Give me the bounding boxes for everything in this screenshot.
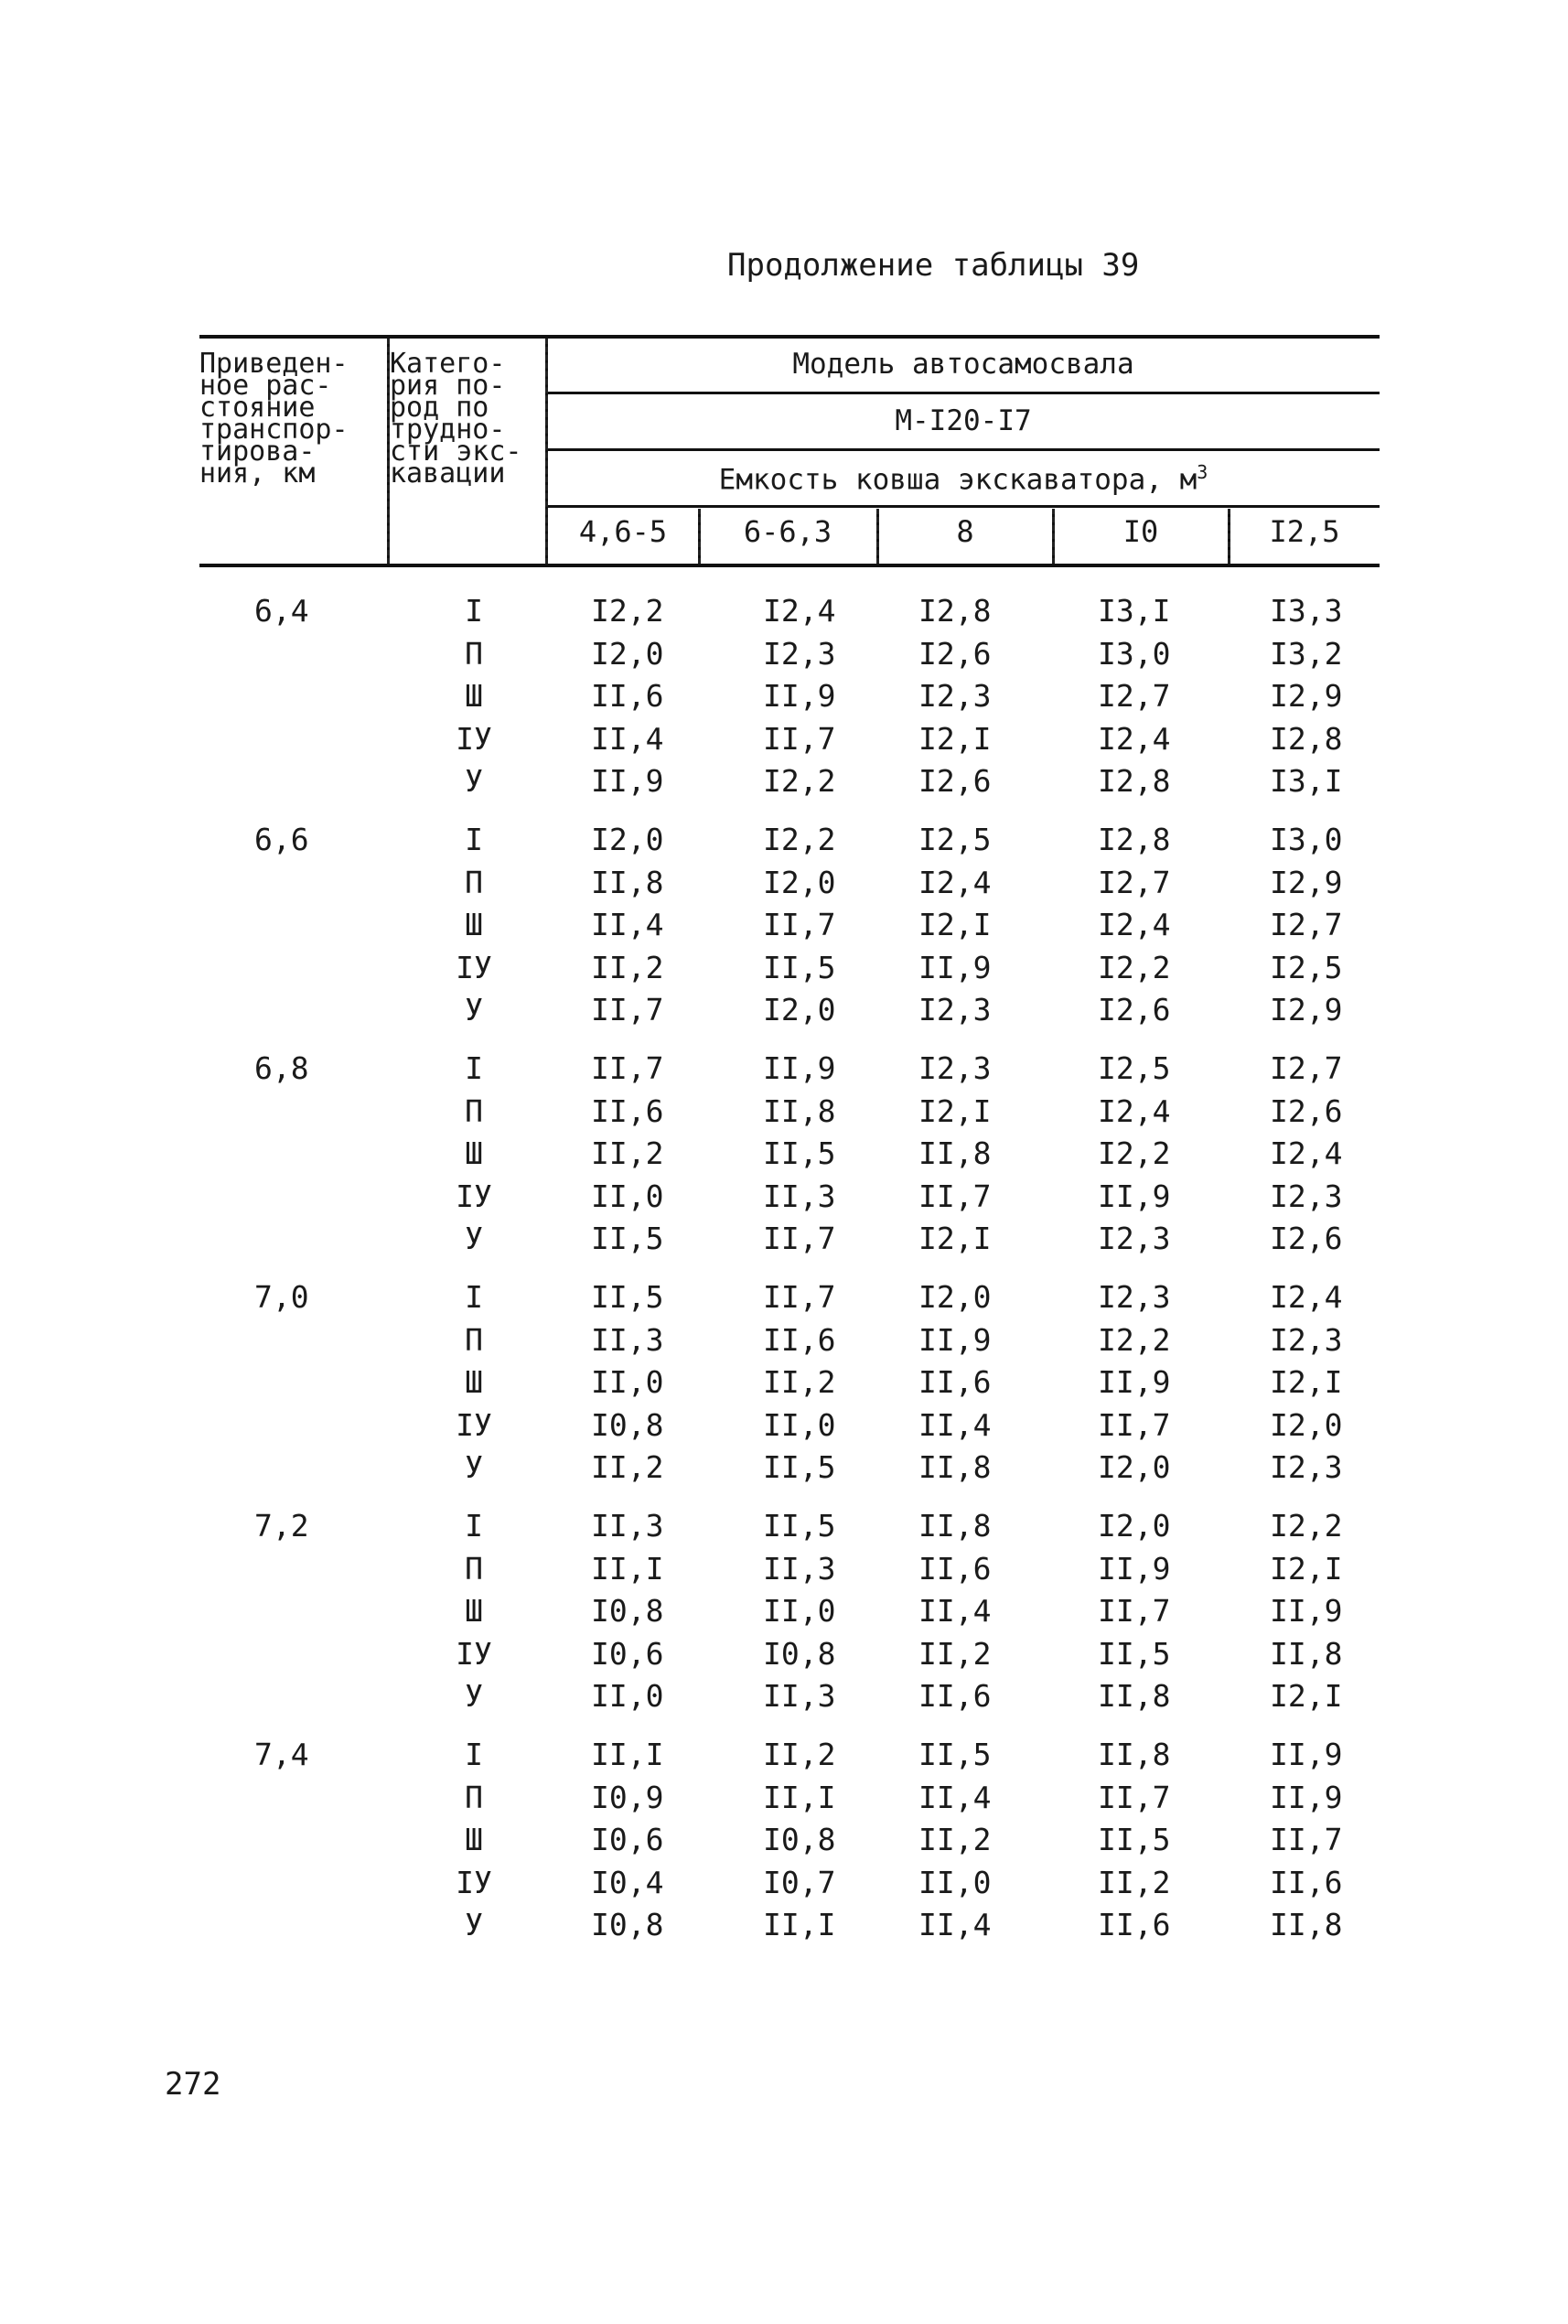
value-cell: I2,0 — [591, 635, 664, 672]
table-row — [199, 1678, 1380, 1721]
value-cell: II,7 — [763, 1221, 836, 1256]
value-cell: I3,I — [1270, 763, 1343, 799]
value-cell: I2,4 — [1098, 907, 1171, 942]
category-cell: У — [465, 1449, 483, 1485]
table-header — [199, 335, 1380, 569]
value-cell: I2,0 — [1270, 1406, 1343, 1443]
value-cell: II,8 — [918, 1508, 992, 1544]
value-cell: I2,I — [1270, 1364, 1343, 1400]
value-cell: I2,I — [1270, 1550, 1343, 1587]
value-cell: I2,7 — [1270, 907, 1343, 942]
value-cell: I2,4 — [1098, 720, 1171, 757]
value-cell: II,0 — [591, 1178, 664, 1214]
header-bottom-rule — [199, 564, 1380, 567]
category-cell: У — [465, 763, 483, 799]
value-cell: II,I — [591, 1550, 664, 1587]
value-cell: II,0 — [763, 1406, 836, 1443]
category-cell: IУ — [456, 1864, 492, 1900]
distance-cell: 6,6 — [254, 822, 309, 857]
category-cell: П — [465, 1092, 483, 1129]
category-cell: Ш — [465, 1822, 483, 1857]
value-cell: I2,3 — [763, 635, 836, 672]
value-cell: I2,3 — [1270, 1321, 1343, 1358]
category-cell: Ш — [465, 1364, 483, 1400]
value-cell: II,3 — [763, 1678, 836, 1714]
value-cell: I2,4 — [763, 593, 836, 629]
value-cell: II,6 — [1098, 1907, 1171, 1942]
value-cell: II,4 — [918, 1593, 992, 1629]
table-row — [199, 636, 1380, 679]
value-cell: II,8 — [918, 1135, 992, 1171]
top-rule — [199, 335, 1380, 339]
value-cell: II,9 — [1098, 1550, 1171, 1587]
distance-group — [199, 1737, 1380, 1965]
page-number: 272 — [165, 2066, 221, 2103]
value-cell: II,5 — [763, 1449, 836, 1485]
category-cell: I — [465, 822, 483, 857]
value-cell: II,9 — [1270, 1593, 1343, 1629]
value-cell: II,3 — [763, 1178, 836, 1214]
value-cell: I2,I — [1270, 1678, 1343, 1714]
value-cell: II,6 — [918, 1550, 992, 1587]
value-cell: I0,8 — [763, 1822, 836, 1857]
table-row — [199, 763, 1380, 806]
value-cell: I2,6 — [918, 763, 992, 799]
value-cell: II,2 — [591, 1135, 664, 1171]
distance-group — [199, 1508, 1380, 1737]
value-cell: II,7 — [1098, 1593, 1171, 1629]
table-row — [199, 1449, 1380, 1492]
value-cell: II,7 — [763, 907, 836, 942]
value-cell: I2,I — [918, 1221, 992, 1256]
table-row — [199, 1135, 1380, 1178]
value-cell: II,7 — [591, 1050, 664, 1086]
category-cell: У — [465, 992, 483, 1028]
value-cell: I2,2 — [1098, 949, 1171, 985]
value-cell: I2,7 — [1098, 678, 1171, 714]
value-cell: II,6 — [591, 1092, 664, 1129]
distance-group — [199, 822, 1380, 1050]
value-cell: II,8 — [1270, 1907, 1343, 1942]
value-cell: II,I — [763, 1907, 836, 1942]
category-cell: Ш — [465, 678, 483, 714]
value-cell: I3,3 — [1270, 593, 1343, 629]
value-cell: II,7 — [1270, 1822, 1343, 1857]
value-cell: I2,8 — [918, 593, 992, 629]
value-cell: I2,6 — [1270, 1092, 1343, 1129]
category-cell: П — [465, 1550, 483, 1587]
category-cell: I — [465, 1279, 483, 1315]
capacity-col-2: 8 — [956, 514, 974, 549]
value-cell: I2,0 — [918, 1279, 992, 1315]
model-rule — [547, 448, 1380, 451]
value-cell: I2,3 — [918, 1050, 992, 1086]
table-row — [199, 1636, 1380, 1679]
table-row — [199, 822, 1380, 865]
value-cell: II,2 — [591, 949, 664, 985]
value-cell: II,5 — [1098, 1635, 1171, 1672]
table-row — [199, 865, 1380, 908]
value-cell: II,2 — [918, 1635, 992, 1672]
value-cell: II,9 — [763, 1050, 836, 1086]
value-cell: II,6 — [918, 1364, 992, 1400]
category-cell: Ш — [465, 907, 483, 942]
value-cell: II,9 — [1098, 1178, 1171, 1214]
value-cell: II,9 — [1270, 1779, 1343, 1815]
value-cell: I0,8 — [591, 1406, 664, 1443]
category-cell: I — [465, 1050, 483, 1086]
category-cell: У — [465, 1221, 483, 1256]
value-cell: II,8 — [1098, 1678, 1171, 1714]
value-cell: I0,4 — [591, 1864, 664, 1900]
category-cell: П — [465, 864, 483, 900]
value-cell: I2,3 — [1270, 1178, 1343, 1214]
value-cell: II,4 — [918, 1907, 992, 1942]
value-cell: I3,0 — [1270, 822, 1343, 857]
capacity-rule — [547, 505, 1380, 508]
table-row — [199, 1364, 1380, 1407]
value-cell: I0,8 — [591, 1907, 664, 1942]
value-cell: II,7 — [763, 1279, 836, 1315]
value-cell: I2,2 — [1270, 1508, 1343, 1544]
category-cell: IУ — [456, 1178, 492, 1214]
value-cell: II,6 — [918, 1678, 992, 1714]
value-cell: I3,I — [1098, 593, 1171, 629]
value-cell: I2,3 — [918, 678, 992, 714]
value-cell: II,I — [591, 1737, 664, 1772]
table-body — [199, 593, 1380, 1965]
value-cell: II,9 — [1098, 1364, 1171, 1400]
value-cell: I0,6 — [591, 1635, 664, 1672]
category-column-header: Катего- рия по- род по трудно- сти экс- кавации — [390, 348, 522, 490]
category-cell: I — [465, 1737, 483, 1772]
table-row — [199, 992, 1380, 1035]
value-cell: I2,0 — [1098, 1449, 1171, 1485]
value-cell: II,9 — [763, 678, 836, 714]
value-cell: II,4 — [591, 720, 664, 757]
category-cell: П — [465, 635, 483, 672]
value-cell: II,4 — [591, 907, 664, 942]
value-cell: I2,4 — [918, 864, 992, 900]
value-cell: II,8 — [1098, 1737, 1171, 1772]
value-cell: I2,0 — [763, 992, 836, 1028]
model-label: М-I20-I7 — [895, 404, 1032, 437]
value-cell: I2,5 — [1098, 1050, 1171, 1086]
value-cell: II,5 — [591, 1279, 664, 1315]
table-row — [199, 1050, 1380, 1093]
value-cell: II,5 — [763, 949, 836, 985]
value-cell: I2,5 — [918, 822, 992, 857]
capacity-col-1: 6-6,3 — [743, 514, 832, 549]
capacity-col-3: I0 — [1122, 514, 1159, 549]
value-cell: II,9 — [918, 1321, 992, 1358]
value-cell: II,3 — [591, 1321, 664, 1358]
category-cell: IУ — [456, 1406, 492, 1443]
table-row — [199, 1508, 1380, 1551]
value-cell: I2,8 — [1098, 822, 1171, 857]
table-row — [199, 1322, 1380, 1365]
value-cell: II,0 — [918, 1864, 992, 1900]
value-cell: II,7 — [918, 1178, 992, 1214]
category-cell: I — [465, 593, 483, 629]
category-cell: Ш — [465, 1593, 483, 1629]
value-cell: I2,9 — [1270, 678, 1343, 714]
table-row — [199, 950, 1380, 993]
value-cell: II,3 — [763, 1550, 836, 1587]
value-cell: II,5 — [763, 1135, 836, 1171]
value-cell: II,6 — [1270, 1864, 1343, 1900]
value-cell: I0,7 — [763, 1864, 836, 1900]
value-cell: II,2 — [1098, 1864, 1171, 1900]
distance-column-header: Приведен- ное рас- стояние транспор- тирова- ния, км — [199, 348, 349, 490]
table-row — [199, 1737, 1380, 1780]
group-rule — [547, 392, 1380, 394]
value-cell: II,I — [763, 1779, 836, 1815]
value-cell: I2,0 — [763, 864, 836, 900]
table-row — [199, 1593, 1380, 1636]
category-cell: IУ — [456, 1635, 492, 1672]
value-cell: I2,8 — [1270, 720, 1343, 757]
table-row — [199, 1780, 1380, 1823]
distance-cell: 6,4 — [254, 593, 309, 629]
value-cell: I2,3 — [1270, 1449, 1343, 1485]
table-row — [199, 1279, 1380, 1322]
capacity-label: Емкость ковша экскаватора, $м^3$ — [718, 461, 1208, 497]
value-cell: II,6 — [591, 678, 664, 714]
category-cell: П — [465, 1321, 483, 1358]
table-row — [199, 1178, 1380, 1221]
value-cell: I2,I — [918, 907, 992, 942]
table-row — [199, 1551, 1380, 1594]
value-cell: I2,3 — [918, 992, 992, 1028]
value-cell: I2,4 — [1270, 1279, 1343, 1315]
table-row — [199, 678, 1380, 721]
value-cell: I2,0 — [591, 822, 664, 857]
distance-cell: 6,8 — [254, 1050, 309, 1086]
value-cell: I2,9 — [1270, 992, 1343, 1028]
distance-cell: 7,0 — [254, 1279, 309, 1315]
distance-cell: 7,2 — [254, 1508, 309, 1544]
value-cell: II,2 — [763, 1364, 836, 1400]
value-cell: I2,3 — [1098, 1279, 1171, 1315]
value-cell: I2,2 — [1098, 1135, 1171, 1171]
value-cell: I2,7 — [1270, 1050, 1343, 1086]
value-cell: I3,0 — [1098, 635, 1171, 672]
value-cell: II,7 — [591, 992, 664, 1028]
value-cell: II,5 — [591, 1221, 664, 1256]
table-row — [199, 907, 1380, 950]
value-cell: II,4 — [918, 1406, 992, 1443]
category-cell: IУ — [456, 720, 492, 757]
value-cell: I3,2 — [1270, 635, 1343, 672]
value-cell: I2,9 — [1270, 864, 1343, 900]
value-cell: I2,I — [918, 1092, 992, 1129]
value-cell: II,8 — [1270, 1635, 1343, 1672]
value-cell: II,9 — [591, 763, 664, 799]
capacity-col-0: 4,6-5 — [578, 514, 668, 549]
value-cell: II,2 — [918, 1822, 992, 1857]
category-cell: Ш — [465, 1135, 483, 1171]
value-cell: I2,2 — [763, 822, 836, 857]
table-row — [199, 1865, 1380, 1908]
distance-group — [199, 1279, 1380, 1508]
group-title: Модель автосамосвала — [792, 348, 1134, 381]
value-cell: I2,3 — [1098, 1221, 1171, 1256]
value-cell: I2,6 — [1098, 992, 1171, 1028]
value-cell: II,7 — [1098, 1406, 1171, 1443]
distance-group — [199, 1050, 1380, 1279]
table-row — [199, 1221, 1380, 1264]
table-row — [199, 1407, 1380, 1450]
value-cell: II,0 — [763, 1593, 836, 1629]
value-cell: II,6 — [763, 1321, 836, 1358]
value-cell: I0,8 — [763, 1635, 836, 1672]
category-cell: П — [465, 1779, 483, 1815]
distance-cell: 7,4 — [254, 1737, 309, 1772]
table-caption: Продолжение таблицы 39 — [727, 247, 1140, 284]
value-cell: I0,6 — [591, 1822, 664, 1857]
value-cell: II,4 — [918, 1779, 992, 1815]
value-cell: I0,9 — [591, 1779, 664, 1815]
value-cell: I2,2 — [763, 763, 836, 799]
value-cell: II,5 — [763, 1508, 836, 1544]
category-cell: У — [465, 1678, 483, 1714]
value-cell: I2,4 — [1098, 1092, 1171, 1129]
table-row — [199, 1093, 1380, 1136]
value-cell: I2,4 — [1270, 1135, 1343, 1171]
value-cell: I2,8 — [1098, 763, 1171, 799]
value-cell: II,3 — [591, 1508, 664, 1544]
value-cell: II,8 — [591, 864, 664, 900]
value-cell: I0,8 — [591, 1593, 664, 1629]
capacity-col-4: I2,5 — [1269, 514, 1340, 549]
value-cell: I2,2 — [1098, 1321, 1171, 1358]
category-cell: У — [465, 1907, 483, 1942]
value-cell: II,5 — [918, 1737, 992, 1772]
category-cell: IУ — [456, 949, 492, 985]
value-cell: I2,I — [918, 720, 992, 757]
value-cell: II,9 — [1270, 1737, 1343, 1772]
category-cell: I — [465, 1508, 483, 1544]
value-cell: I2,6 — [1270, 1221, 1343, 1256]
value-cell: I2,6 — [918, 635, 992, 672]
value-cell: II,8 — [918, 1449, 992, 1485]
value-cell: I2,2 — [591, 593, 664, 629]
value-cell: II,8 — [763, 1092, 836, 1129]
value-cell: II,9 — [918, 949, 992, 985]
value-cell: II,0 — [591, 1364, 664, 1400]
table-row — [199, 1822, 1380, 1865]
value-cell: II,5 — [1098, 1822, 1171, 1857]
distance-group — [199, 593, 1380, 822]
value-cell: II,7 — [1098, 1779, 1171, 1815]
value-cell: I2,5 — [1270, 949, 1343, 985]
value-cell: II,2 — [763, 1737, 836, 1772]
table-row — [199, 721, 1380, 764]
value-cell: I2,7 — [1098, 864, 1171, 900]
value-cell: I2,0 — [1098, 1508, 1171, 1544]
table-row — [199, 593, 1380, 636]
value-cell: II,7 — [763, 720, 836, 757]
value-cell: II,0 — [591, 1678, 664, 1714]
value-cell: II,2 — [591, 1449, 664, 1485]
table-row — [199, 1907, 1380, 1950]
